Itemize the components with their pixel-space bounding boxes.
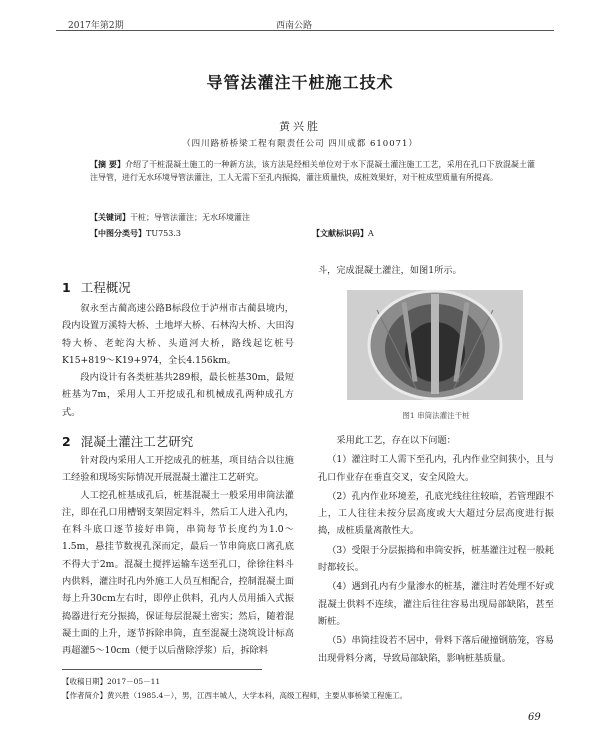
section-2-paragraph-1: 针对段内采用人工开挖成孔的桩基，项目结合以往施工经验和现场实际情况开展混凝土灌注工艺研究。: [62, 455, 294, 484]
list-item: （3）受限于分层振捣和串筒安拆，桩基灌注过程一般耗时都较长。: [318, 544, 554, 574]
received-date: 【收稿日期】2017－05－11: [62, 677, 161, 686]
figure-1-caption: 图1 串筒法灌注干桩: [402, 411, 470, 420]
section-2-body: [62, 452, 294, 660]
author-bio: 【作者简介】黄兴胜（1985.4－），男，江西丰城人，大学本科，高级工程师，主要从事桥梁工程施工。: [62, 691, 407, 700]
footnote-rule: [62, 669, 262, 670]
paper-title: 导管法灌注干桩施工技术: [206, 73, 394, 92]
section-1-paragraph-2: 段内设计有各类桩基共289根，最长桩基30m，最短桩基为7m，采用人工开挖成孔和机械成孔两种成孔方式。: [62, 372, 294, 418]
continued-text: 斗，完成混凝土灌注，如图1所示。: [318, 265, 462, 276]
clc-label: 【中图分类号】: [90, 228, 146, 238]
classification-line: [90, 228, 535, 239]
list-item: （5）串筒挂设若不居中，骨料下落后碰撞钢筋笼，容易出现骨料分离，导致局部缺陷，影响桩基质量。: [318, 635, 554, 664]
abstract: [90, 158, 535, 184]
journal-name: 西南公路: [276, 21, 313, 31]
section-1-heading: [62, 278, 294, 296]
abstract-text: 介绍了干桩混凝土施工的一种新方法，该方法是经相关单位对于水下混凝土灌注施工工艺，采用在孔口下放混凝土灌注导管，进行无水环境导管法灌注，工人无需下至孔内振捣，灌注质量快，成桩效果好，对干桩成型质量有所提高。: [90, 160, 535, 182]
section-2-number: 2: [62, 434, 71, 449]
section-1-number: 1: [62, 280, 71, 295]
doc-code-label: 【文献标识码】: [312, 228, 368, 238]
journal-issue: 2017年第2期: [68, 21, 124, 31]
author-affiliation: （四川路桥桥梁工程有限责任公司 四川成都 610071）: [182, 139, 418, 149]
list-item: （1）灌注时工人需下至孔内，孔内作业空间狭小，且与孔口作业存在垂直交叉，安全风险大。: [318, 454, 554, 483]
problem-items: [318, 451, 554, 667]
list-item: （4）遇到孔内有少量渗水的桩基，灌注时若处理不好或混凝土供料不连续，灌注后往往容易出现局部缺陷，甚至断桩。: [318, 581, 554, 627]
keywords: [90, 212, 535, 223]
abstract-label: 【摘 要】: [90, 159, 125, 169]
continued-paragraph: [318, 262, 554, 279]
keywords-label: 【关键词】: [90, 212, 130, 222]
section-1-title: 工程概况: [80, 280, 131, 295]
problem-list: [318, 432, 554, 667]
section-1-body: [62, 300, 294, 421]
section-2-title: 混凝土灌注工艺研究: [80, 434, 194, 449]
page-number: 69: [528, 712, 541, 723]
keywords-text: 干桩；导管法灌注；无水环境灌注: [130, 213, 250, 222]
section-2-paragraph-2: 人工挖孔桩基成孔后，桩基混凝土一般采用串筒法灌注，即在孔口用槽钢支架固定料斗，然后工人进入孔内，在料斗底口逐节接好串筒，串筒每节长度约为1.0～1.5m，悬挂节数视孔深而定，最后一节串筒底口离孔底不得大于2m。混凝土搅拌运输车送至孔口，徐徐往料斗内供料，灌注时孔内外施工人员互相配合，控制混凝土面每上升30cm左右时，即停止供料，孔内人员用插入式振捣器进行充分振捣，保证每层混凝土密实；然后，随着混凝土面的上升，逐节拆除串筒，直至混凝土浇筑设计标高再超灌5～10cm（便于以后凿除浮浆）后，拆除料: [62, 489, 294, 657]
author-name: 黄兴胜: [279, 120, 321, 133]
section-2-heading: [62, 432, 294, 450]
pile-hole-photo-icon: [347, 290, 523, 400]
doc-code-value: A: [368, 229, 374, 238]
list-item: （2）孔内作业环境差，孔底光线往往较暗，若管理跟不上，工人往往未按分层高度或大大超过分层高度进行振捣，成桩质量离散性大。: [318, 490, 554, 537]
problem-list-intro: 采用此工艺，存在以下问题：: [336, 435, 456, 446]
figure-1-photo: [347, 290, 523, 400]
clc-value: TU753.3: [146, 229, 181, 238]
section-1-paragraph-1: 叙永至古蔺高速公路B标段位于泸州市古蔺县境内，段内设置万溪特大桥、土地坪大桥、石林沟大桥、大田沟特大桥、老蛇沟大桥、头道河大桥，路线起讫桩号K15+819～K19+974，全长4.156km。: [62, 303, 294, 366]
header-rule: [56, 30, 554, 31]
